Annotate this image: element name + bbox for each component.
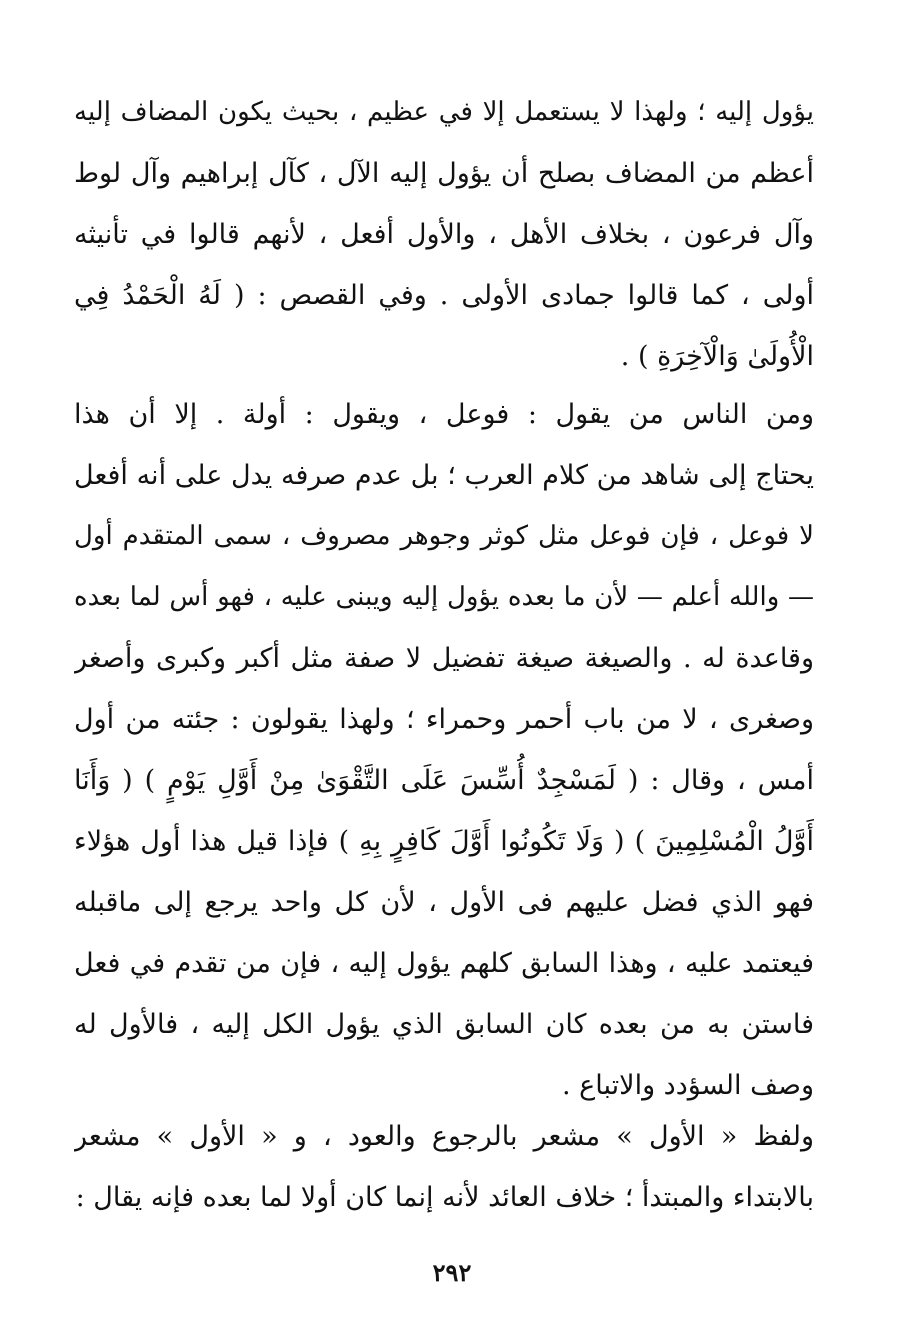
text-line: ومن الناس من يقول : فوعل ، ويقول : أولة . إلا أن هذا bbox=[74, 399, 814, 430]
text-line: الْأُولَىٰ وَالْآخِرَةِ ) . bbox=[620, 341, 814, 372]
text-line: — والله أعلم — لأن ما بعده يؤول إليه ويبنى عليه ، فهو أس لما بعده bbox=[74, 582, 814, 612]
text-line: بالابتداء والمبتدأ ؛ خلاف العائد لأنه إنما كان أولا لما بعده فإنه يقال : bbox=[75, 1182, 814, 1213]
text-line: فيعتمد عليه ، وهذا السابق كلهم يؤول إليه ، فإن من تقدم في فعل bbox=[74, 948, 814, 979]
paragraph-1 bbox=[74, 82, 814, 387]
text-line: وقاعدة له . والصيغة صيغة تفضيل لا صفة مثل أكبر وكبرى وأصغر bbox=[74, 643, 814, 674]
text-line: فهو الذي فضل عليهم فى الأول ، لأن كل واحد يرجع إلى ماقبله bbox=[74, 887, 814, 918]
text-line: وآل فرعون ، بخلاف الأهل ، والأول أفعل ، لأنهم قالوا في تأنيثه bbox=[74, 219, 814, 250]
text-line: أَوَّلُ الْمُسْلِمِينَ ) ( وَلَا تَكُونُوا أَوَّلَ كَافِرٍ بِهِ ) فإذا قيل هذا أول هؤلاء bbox=[74, 826, 814, 857]
text-line: أولى ، كما قالوا جمادى الأولى . وفي القصص : ( لَهُ الْحَمْدُ فِي bbox=[74, 280, 814, 311]
paragraph-2 bbox=[74, 384, 814, 1116]
text-line: وصغرى ، لا من باب أحمر وحمراء ؛ ولهذا يقولون : جئته من أول bbox=[74, 704, 814, 735]
paragraph-3 bbox=[74, 1106, 814, 1228]
text-line: يؤول إليه ؛ ولهذا لا يستعمل إلا في عظيم ، بحيث يكون المضاف إليه bbox=[74, 97, 814, 127]
text-line: لا فوعل ، فإن فوعل مثل كوثر وجوهر مصروف ، سمى المتقدم أول bbox=[74, 521, 814, 551]
text-line: يحتاج إلى شاهد من كلام العرب ؛ بل عدم صرفه يدل على أنه أفعل bbox=[74, 460, 814, 491]
text-line: أعظم من المضاف بصلح أن يؤول إليه الآل ، كآل إبراهيم وآل لوط bbox=[74, 158, 814, 189]
text-line: أمس ، وقال : ( لَمَسْجِدٌ أُسِّسَ عَلَى التَّقْوَىٰ مِنْ أَوَّلِ يَوْمٍ ) ( وَأَنَا bbox=[74, 765, 814, 796]
text-line: وصف السؤدد والاتباع . bbox=[562, 1070, 814, 1101]
text-line: فاستن به من بعده كان السابق الذي يؤول الكل إليه ، فالأول له bbox=[74, 1009, 814, 1040]
page-number: ٢٩٢ bbox=[432, 1258, 472, 1287]
text-line: ولفظ « الأول » مشعر بالرجوع والعود ، و « الأول » مشعر bbox=[74, 1121, 814, 1152]
